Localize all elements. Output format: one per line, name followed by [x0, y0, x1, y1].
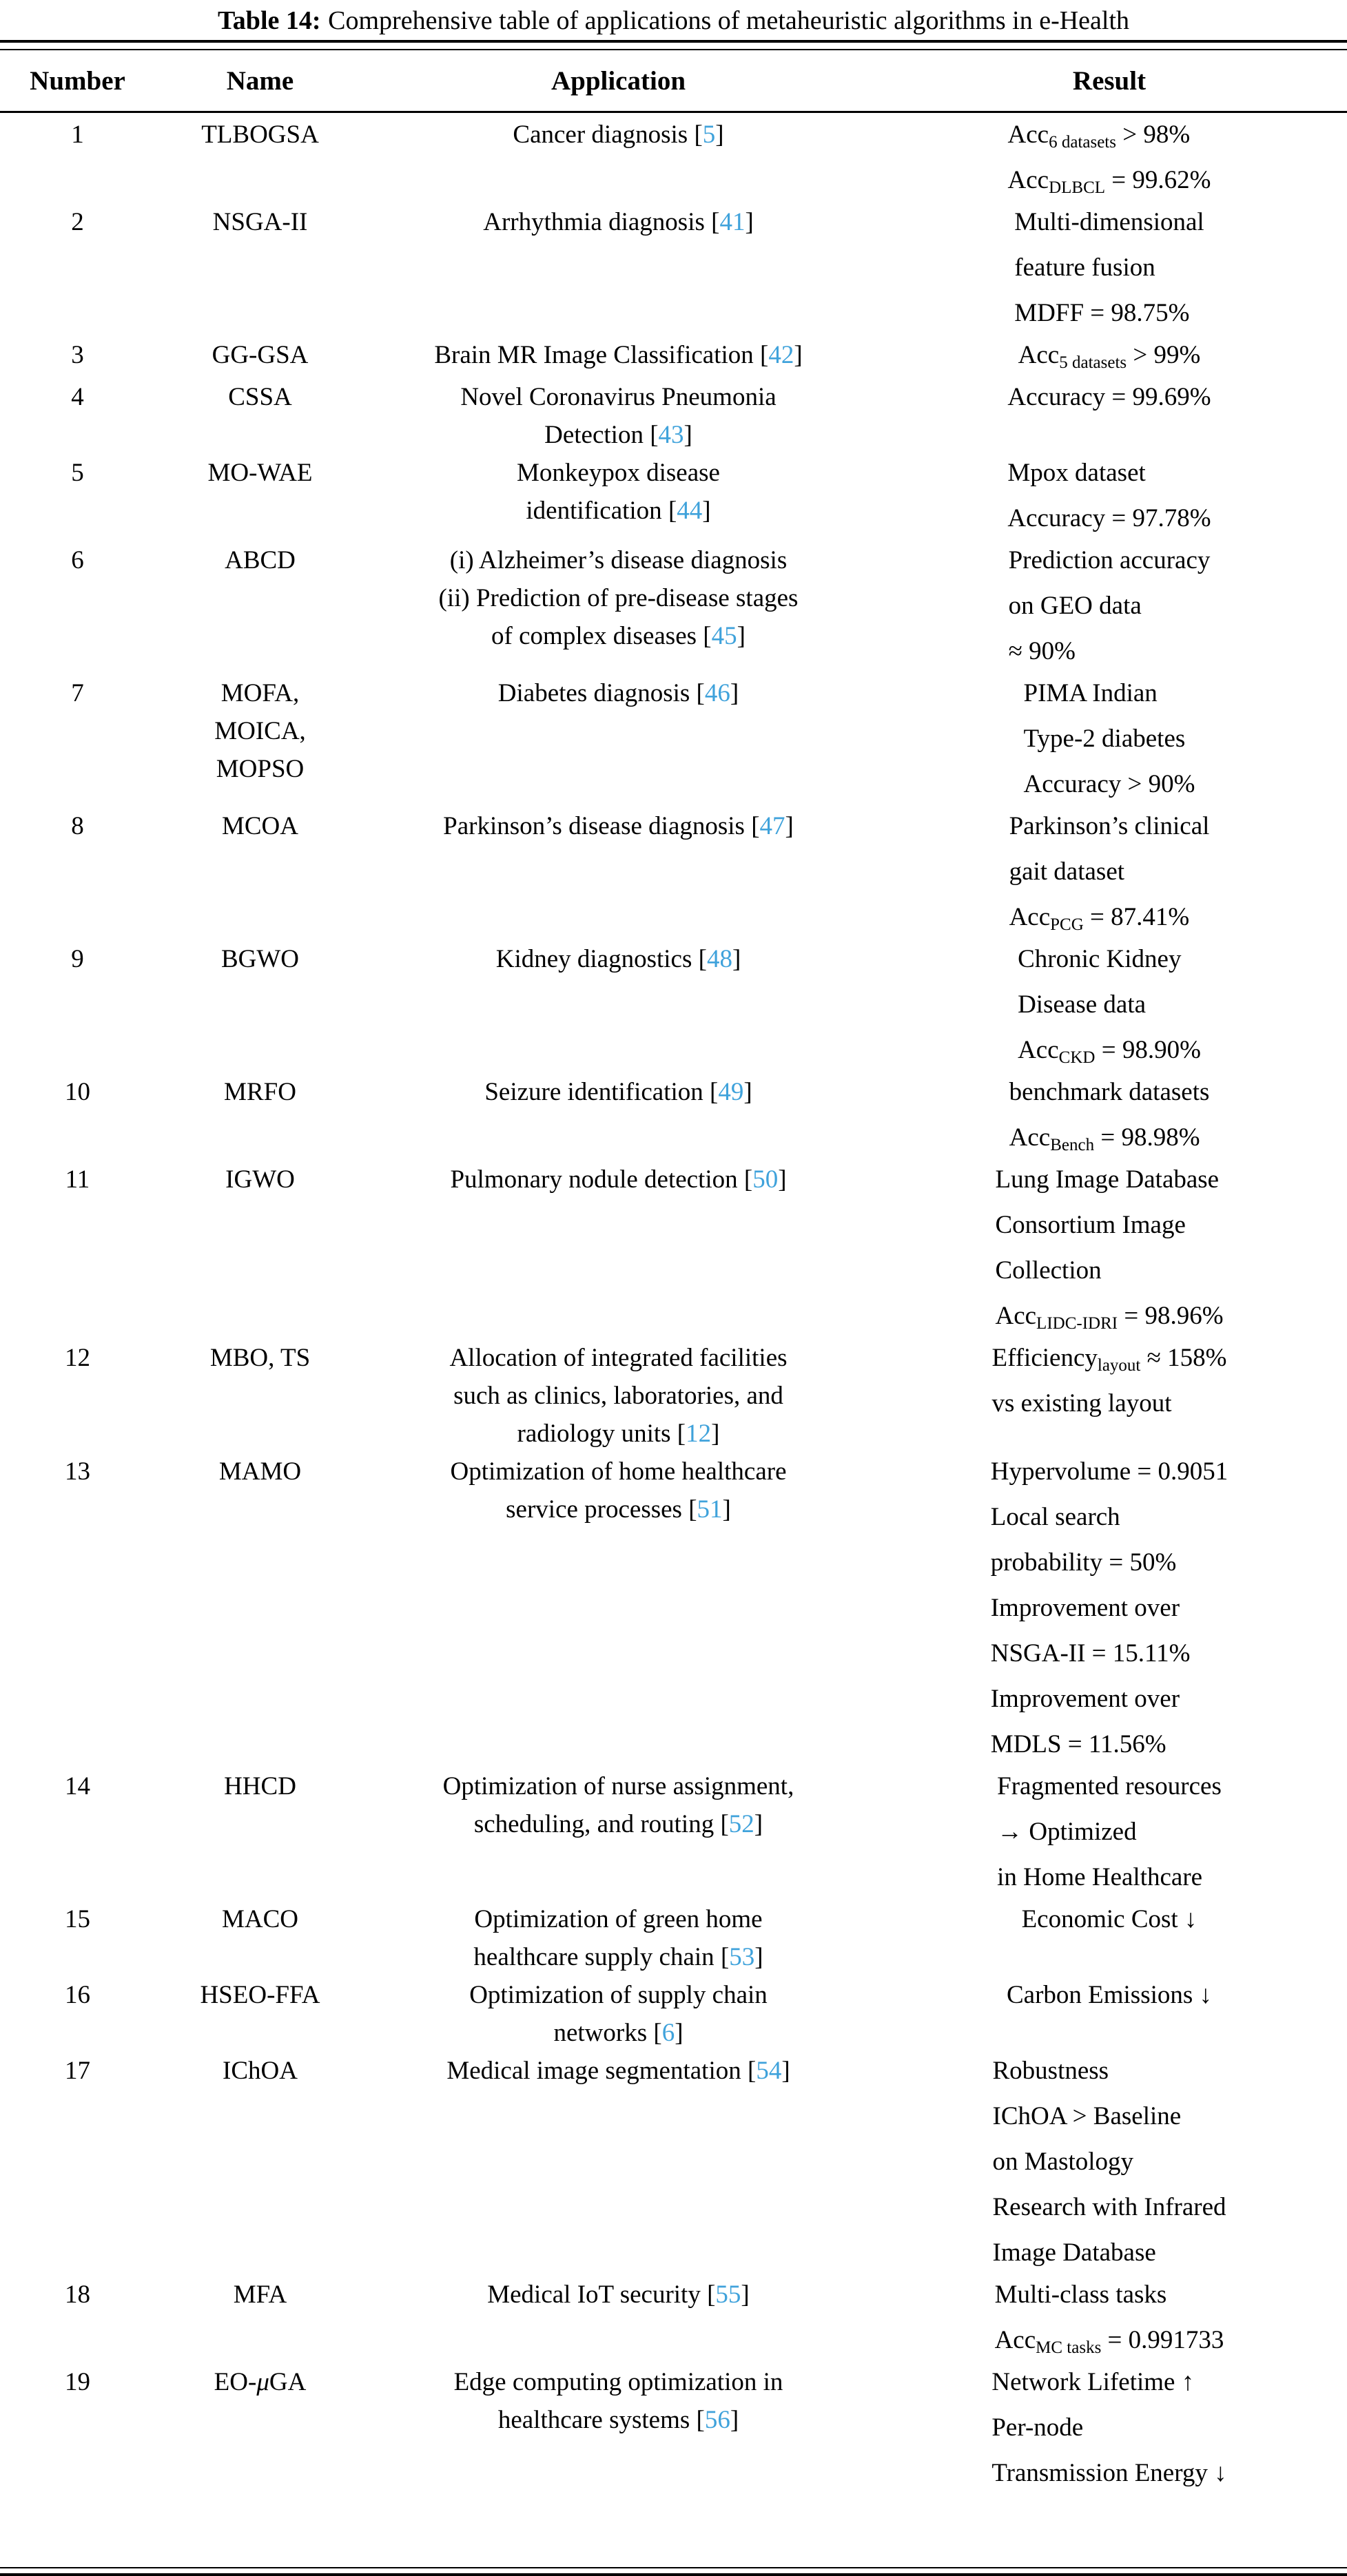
- citation-link[interactable]: [53]: [720, 1943, 763, 1971]
- table-row: [0, 541, 1347, 674]
- subscript-text: 5 datasets: [1059, 353, 1127, 372]
- result-block: [1014, 200, 1204, 336]
- result-block: [1009, 1070, 1210, 1161]
- application-line: Optimization of supply chain: [469, 1981, 768, 2009]
- result-line: vs existing layout: [991, 1389, 1172, 1417]
- cell-result: [872, 2052, 1347, 2276]
- cell-name: [155, 807, 365, 845]
- result-line: Acc$_{6 datasets}$ > 98%: [1007, 121, 1191, 152]
- cell-number: [0, 1339, 155, 1377]
- result-line: benchmark datasets: [1009, 1078, 1210, 1106]
- result-line: ≈ 90%: [1008, 637, 1076, 665]
- cell-name: [155, 116, 365, 154]
- table-row: [0, 1453, 1347, 1767]
- algorithm-name-line: MACO: [221, 1905, 299, 1933]
- result-line: Robustness: [992, 2057, 1109, 2085]
- result-line: feature fusion: [1014, 253, 1155, 282]
- cell-number: [0, 1161, 155, 1198]
- cell-name: [155, 336, 365, 374]
- row-number: 3: [71, 341, 84, 369]
- cell-result: [872, 2363, 1347, 2496]
- cell-application: [365, 1453, 872, 1528]
- citation-number: 43: [658, 421, 684, 449]
- algorithm-name-line: MBO, TS: [209, 1344, 311, 1372]
- application-line: of complex diseases [45]: [491, 622, 746, 650]
- row-number: 15: [65, 1905, 90, 1933]
- row-number: 1: [71, 121, 84, 149]
- result-block: [1007, 375, 1211, 420]
- table-body: [0, 113, 1347, 2567]
- application-line: Diabetes diagnosis [46]: [497, 679, 739, 707]
- result-line: Collection: [995, 1256, 1102, 1285]
- application-line: (ii) Prediction of pre-disease stages: [438, 584, 799, 612]
- cell-name: [155, 1900, 365, 1938]
- citation-number: 50: [752, 1165, 779, 1194]
- cell-application: [365, 2052, 872, 2090]
- result-line: → Optimized: [997, 1818, 1137, 1846]
- application-line: Brain MR Image Classification [42]: [434, 341, 803, 369]
- row-number: 16: [65, 1981, 90, 2009]
- bottom-rule-outer: [0, 2573, 1347, 2576]
- citation-link[interactable]: [49]: [710, 1078, 752, 1106]
- table-header-row: [0, 50, 1347, 111]
- application-line: Pulmonary nodule detection [50]: [450, 1165, 787, 1194]
- result-block: [1022, 1897, 1197, 1942]
- application-line: identification [44]: [526, 497, 711, 525]
- application-line: Monkeypox disease: [517, 459, 720, 487]
- row-number: 19: [65, 2368, 90, 2396]
- result-line: Acc$_{5 datasets}$ > 99%: [1018, 341, 1201, 372]
- table-row: [0, 940, 1347, 1073]
- result-line: Type-2 diabetes: [1023, 725, 1186, 753]
- citation-link[interactable]: [42]: [760, 341, 803, 369]
- result-block: [1024, 671, 1195, 807]
- citation-link[interactable]: [56]: [696, 2406, 739, 2434]
- result-line: Mpox dataset: [1007, 459, 1146, 487]
- algorithm-name-line: MRFO: [224, 1078, 296, 1106]
- citation-number: 56: [704, 2406, 730, 2434]
- result-line: Acc$_{CKD}$ = 98.90%: [1018, 1036, 1201, 1067]
- cell-application: [365, 378, 872, 454]
- result-line: Accuracy = 97.78%: [1007, 504, 1211, 532]
- result-block: [993, 2048, 1226, 2276]
- cell-application: [365, 336, 872, 374]
- result-line: Acc$_{PCG}$ = 87.41%: [1009, 903, 1190, 934]
- cell-name: [155, 1073, 365, 1111]
- application-line: scheduling, and routing [52]: [473, 1810, 763, 1838]
- citation-number: 41: [719, 208, 746, 236]
- algorithm-name-line: MOICA,: [214, 717, 306, 745]
- table-caption-text: Comprehensive table of applications of metaheuristic algorithms in e-Health: [328, 6, 1130, 35]
- result-block: [1009, 804, 1210, 940]
- table-row: [0, 674, 1347, 807]
- result-block: [1007, 1973, 1212, 2018]
- citation-number: 47: [759, 812, 785, 840]
- cell-result: [872, 674, 1347, 807]
- result-line: Fragmented resources: [997, 1772, 1222, 1800]
- algorithm-name-line: TLBOGSA: [201, 121, 319, 149]
- cell-number: [0, 541, 155, 579]
- table-row: [0, 2363, 1347, 2496]
- application-line: Allocation of integrated facilities: [449, 1344, 788, 1372]
- cell-number: [0, 203, 155, 241]
- citation-number: 5: [702, 121, 716, 149]
- cell-name: [155, 203, 365, 241]
- citation-link[interactable]: [50]: [743, 1165, 787, 1194]
- result-line: Consortium Image: [995, 1211, 1186, 1239]
- result-line: in Home Healthcare: [997, 1863, 1203, 1891]
- cell-application: [365, 1073, 872, 1111]
- result-line: Accuracy = 99.69%: [1007, 383, 1211, 411]
- citation-number: 44: [677, 497, 703, 525]
- citation-link[interactable]: [55]: [707, 2281, 750, 2309]
- application-line: Optimization of nurse assignment,: [442, 1772, 794, 1800]
- subscript-text: 6 datasets: [1049, 133, 1116, 152]
- citation-number: 49: [718, 1078, 744, 1106]
- result-block: [995, 1157, 1223, 1339]
- algorithm-name-line: MOFA,: [220, 679, 300, 707]
- table-row: [0, 378, 1347, 454]
- result-line: Chronic Kidney: [1018, 945, 1182, 973]
- cell-application: [365, 1339, 872, 1453]
- cell-result: [872, 1453, 1347, 1767]
- algorithm-name-line: NSGA-II: [212, 208, 308, 236]
- result-block: [995, 2272, 1224, 2363]
- cell-name: [155, 2276, 365, 2314]
- result-block: [1009, 538, 1211, 674]
- algorithm-name-line: MOPSO: [216, 755, 305, 783]
- cell-result: [872, 807, 1347, 940]
- application-line: Arrhythmia diagnosis [41]: [483, 208, 754, 236]
- result-line: on Mastology: [992, 2148, 1134, 2176]
- column-header-result: Result: [1072, 65, 1147, 96]
- cell-name: [155, 454, 365, 492]
- cell-application: [365, 2276, 872, 2314]
- subscript-text: LIDC-IDRI: [1036, 1314, 1118, 1333]
- row-number: 6: [71, 546, 84, 574]
- application-line: healthcare supply chain [53]: [473, 1943, 763, 1971]
- subscript-text: MC tasks: [1036, 2338, 1102, 2357]
- result-line: Economic Cost ↓: [1021, 1905, 1197, 1933]
- cell-application: [365, 2363, 872, 2439]
- table-row: [0, 1161, 1347, 1339]
- row-number: 9: [71, 945, 84, 973]
- cell-number: [0, 1900, 155, 1938]
- cell-result: [872, 378, 1347, 420]
- cell-application: [365, 203, 872, 241]
- cell-number: [0, 1073, 155, 1111]
- column-header-application: Application: [551, 65, 686, 96]
- result-line: Efficiency$_{layout}$ ≈ 158%: [991, 1344, 1227, 1375]
- row-number: 2: [71, 208, 84, 236]
- cell-application: [365, 541, 872, 655]
- citation-number: 6: [661, 2019, 675, 2047]
- cell-result: [872, 1976, 1347, 2018]
- table-row: [0, 1767, 1347, 1900]
- result-line: MDFF = 98.75%: [1014, 299, 1190, 327]
- application-line: healthcare systems [56]: [497, 2406, 739, 2434]
- cell-number: [0, 674, 155, 712]
- result-line: IChOA > Baseline: [992, 2102, 1182, 2130]
- application-line: Optimization of home healthcare: [450, 1457, 787, 1486]
- cell-name: [155, 378, 365, 416]
- cell-name: [155, 1453, 365, 1490]
- application-line: Cancer diagnosis [5]: [513, 121, 724, 149]
- row-number: 7: [71, 679, 84, 707]
- result-line: probability = 50%: [990, 1548, 1177, 1577]
- application-line: Novel Coronavirus Pneumonia: [460, 383, 777, 411]
- table-row: [0, 1900, 1347, 1976]
- row-number: 10: [65, 1078, 90, 1106]
- cell-application: [365, 674, 872, 712]
- row-number: 14: [65, 1772, 90, 1800]
- cell-number: [0, 807, 155, 845]
- table-row: [0, 1073, 1347, 1161]
- citation-link[interactable]: [54]: [748, 2057, 790, 2085]
- cell-number: [0, 940, 155, 978]
- result-line: Image Database: [992, 2239, 1156, 2267]
- table-row: [0, 1339, 1347, 1453]
- table-row: [0, 336, 1347, 378]
- application-line: networks [6]: [553, 2019, 683, 2047]
- cell-name: [155, 1767, 365, 1805]
- cell-name: [155, 940, 365, 978]
- result-block: [991, 1336, 1226, 1426]
- cell-application: [365, 807, 872, 845]
- cell-name: [155, 541, 365, 579]
- cell-number: [0, 2052, 155, 2090]
- citation-number: 51: [697, 1495, 723, 1524]
- citation-number: 45: [711, 622, 737, 650]
- cell-application: [365, 1976, 872, 2052]
- cell-result: [872, 336, 1347, 378]
- citation-link[interactable]: [43]: [650, 421, 692, 449]
- row-number: 4: [71, 383, 84, 411]
- cell-result: [872, 1073, 1347, 1161]
- citation-link[interactable]: [47]: [751, 812, 794, 840]
- result-line: gait dataset: [1009, 858, 1125, 886]
- application-line: Detection [43]: [544, 421, 692, 449]
- algorithm-name-line: HSEO-FFA: [200, 1981, 320, 2009]
- application-line: Edge computing optimization in: [453, 2368, 783, 2396]
- result-block: [997, 1764, 1222, 1900]
- citation-number: 12: [686, 1420, 712, 1448]
- citation-number: 52: [728, 1810, 754, 1838]
- cell-number: [0, 2276, 155, 2314]
- row-number: 18: [65, 2281, 90, 2309]
- column-header-number: Number: [30, 65, 125, 96]
- cell-result: [872, 1900, 1347, 1942]
- subscript-text: Bench: [1050, 1136, 1095, 1154]
- citation-number: 46: [704, 679, 730, 707]
- application-line: Medical image segmentation [54]: [446, 2057, 790, 2085]
- row-number: 13: [65, 1457, 90, 1486]
- row-number: 17: [65, 2057, 90, 2085]
- result-line: Network Lifetime ↑: [991, 2368, 1195, 2396]
- subscript-text: DLBCL: [1049, 178, 1106, 197]
- top-rule-outer: [0, 40, 1347, 43]
- table-row: [0, 807, 1347, 940]
- result-line: Per-node: [991, 2413, 1084, 2442]
- citation-number: 53: [729, 1943, 755, 1971]
- row-number: 11: [65, 1165, 90, 1194]
- algorithm-name-line: GG-GSA: [212, 341, 309, 369]
- row-number: 5: [71, 459, 84, 487]
- row-number: 12: [65, 1344, 90, 1372]
- result-line: Accuracy > 90%: [1023, 770, 1195, 798]
- table-row: [0, 116, 1347, 203]
- cell-application: [365, 1900, 872, 1976]
- citation-link[interactable]: [48]: [698, 945, 741, 973]
- result-line: Research with Infrared: [992, 2193, 1226, 2221]
- citation-link[interactable]: [41]: [711, 208, 754, 236]
- result-block: [991, 1449, 1228, 1767]
- table-row: [0, 454, 1347, 541]
- result-line: Transmission Energy ↓: [991, 2459, 1227, 2487]
- result-block: [1008, 113, 1211, 203]
- result-line: Lung Image Database: [995, 1165, 1220, 1194]
- subscript-text: layout: [1097, 1356, 1141, 1375]
- table-caption-label: Table 14:: [217, 6, 321, 35]
- citation-link[interactable]: [45]: [703, 622, 746, 650]
- cell-result: [872, 1339, 1347, 1426]
- citation-number: 48: [706, 945, 732, 973]
- cell-application: [365, 1161, 872, 1198]
- result-line: on GEO data: [1008, 592, 1142, 620]
- cell-name: [155, 1161, 365, 1198]
- result-line: Prediction accuracy: [1008, 546, 1211, 574]
- cell-number: [0, 1976, 155, 2014]
- cell-number: [0, 1453, 155, 1490]
- application-line: service processes [51]: [506, 1495, 731, 1524]
- result-line: Hypervolume = 0.9051: [990, 1457, 1228, 1486]
- cell-application: [365, 1767, 872, 1843]
- result-line: Multi-dimensional: [1014, 208, 1204, 236]
- application-line: Medical IoT security [55]: [487, 2281, 750, 2309]
- cell-application: [365, 454, 872, 530]
- application-line: such as clinics, laboratories, and: [453, 1382, 783, 1410]
- result-line: Carbon Emissions ↓: [1006, 1981, 1213, 2009]
- result-line: Improvement over: [990, 1685, 1180, 1713]
- algorithm-name-line: IChOA: [223, 2057, 298, 2085]
- cell-result: [872, 116, 1347, 203]
- result-line: Acc$_{DLBCL}$ = 99.62%: [1007, 166, 1211, 197]
- cell-result: [872, 1767, 1347, 1900]
- citation-number: 42: [768, 341, 794, 369]
- cell-number: [0, 116, 155, 154]
- application-line: Kidney diagnostics [48]: [495, 945, 741, 973]
- algorithm-name-line: MFA: [233, 2281, 287, 2309]
- table-row: [0, 2276, 1347, 2363]
- algorithm-name-line: MCOA: [221, 812, 299, 840]
- citation-link[interactable]: [51]: [688, 1495, 731, 1524]
- citation-link[interactable]: [46]: [696, 679, 739, 707]
- algorithm-name-line: IGWO: [225, 1165, 295, 1194]
- cell-application: [365, 116, 872, 154]
- cell-number: [0, 378, 155, 416]
- cell-number: [0, 336, 155, 374]
- algorithm-name-line: CSSA: [228, 383, 292, 411]
- result-line: Local search: [990, 1503, 1120, 1531]
- result-line: PIMA Indian: [1023, 679, 1158, 707]
- algorithm-name-line: EO-μGA: [214, 2368, 307, 2396]
- cell-result: [872, 1161, 1347, 1339]
- citation-number: 54: [756, 2057, 782, 2085]
- subscript-text: CKD: [1058, 1048, 1096, 1067]
- cell-name: [155, 1976, 365, 2014]
- algorithm-name-line: MAMO: [218, 1457, 302, 1486]
- result-block: [1018, 333, 1201, 378]
- cell-name: [155, 674, 365, 788]
- cell-name: [155, 2052, 365, 2090]
- result-line: Acc$_{Bench}$ = 98.98%: [1009, 1123, 1200, 1154]
- citation-link[interactable]: [44]: [668, 497, 711, 525]
- citation-link[interactable]: [12]: [677, 1420, 720, 1448]
- result-line: Disease data: [1018, 990, 1147, 1019]
- application-line: Parkinson’s disease diagnosis [47]: [443, 812, 794, 840]
- table-row: [0, 1976, 1347, 2052]
- citation-link[interactable]: [52]: [720, 1810, 763, 1838]
- result-line: Parkinson’s clinical: [1009, 812, 1210, 840]
- result-line: Acc$_{LIDC-IDRI}$ = 98.96%: [995, 1302, 1224, 1333]
- cell-result: [872, 541, 1347, 674]
- algorithm-name-line: MO-WAE: [207, 459, 313, 487]
- cell-number: [0, 2363, 155, 2401]
- result-line: NSGA-II = 15.11%: [990, 1639, 1191, 1668]
- subscript-text: PCG: [1050, 915, 1084, 934]
- result-line: Improvement over: [990, 1594, 1180, 1622]
- italic-text: μ: [256, 2368, 269, 2396]
- algorithm-name-line: HHCD: [224, 1772, 296, 1800]
- cell-number: [0, 454, 155, 492]
- cell-number: [0, 1767, 155, 1805]
- citation-link[interactable]: [6]: [653, 2019, 683, 2047]
- table-row: [0, 2052, 1347, 2276]
- citation-number: 55: [715, 2281, 741, 2309]
- result-line: MDLS = 11.56%: [990, 1730, 1166, 1758]
- application-line: Seizure identification [49]: [484, 1078, 752, 1106]
- result-block: [1018, 937, 1201, 1073]
- table-caption: [0, 0, 1347, 39]
- citation-link[interactable]: [5]: [694, 121, 724, 149]
- table-row: [0, 203, 1347, 336]
- application-line: radiology units [12]: [517, 1420, 720, 1448]
- application-line: (i) Alzheimer’s disease diagnosis: [449, 546, 788, 574]
- algorithm-name-line: BGWO: [220, 945, 300, 973]
- column-header-name: Name: [226, 65, 294, 96]
- application-line: Optimization of green home: [474, 1905, 763, 1933]
- cell-result: [872, 2276, 1347, 2363]
- cell-name: [155, 2363, 365, 2401]
- result-block: [1007, 450, 1211, 541]
- cell-application: [365, 940, 872, 978]
- algorithm-name-line: ABCD: [225, 546, 296, 574]
- cell-result: [872, 940, 1347, 1073]
- cell-result: [872, 454, 1347, 541]
- cell-name: [155, 1339, 365, 1377]
- cell-result: [872, 203, 1347, 336]
- result-line: Acc$_{MC tasks}$ = 0.991733: [994, 2326, 1224, 2357]
- row-number: 8: [71, 812, 84, 840]
- result-line: Multi-class tasks: [994, 2281, 1167, 2309]
- bottom-rule-inner: [0, 2567, 1347, 2568]
- result-block: [991, 2360, 1226, 2496]
